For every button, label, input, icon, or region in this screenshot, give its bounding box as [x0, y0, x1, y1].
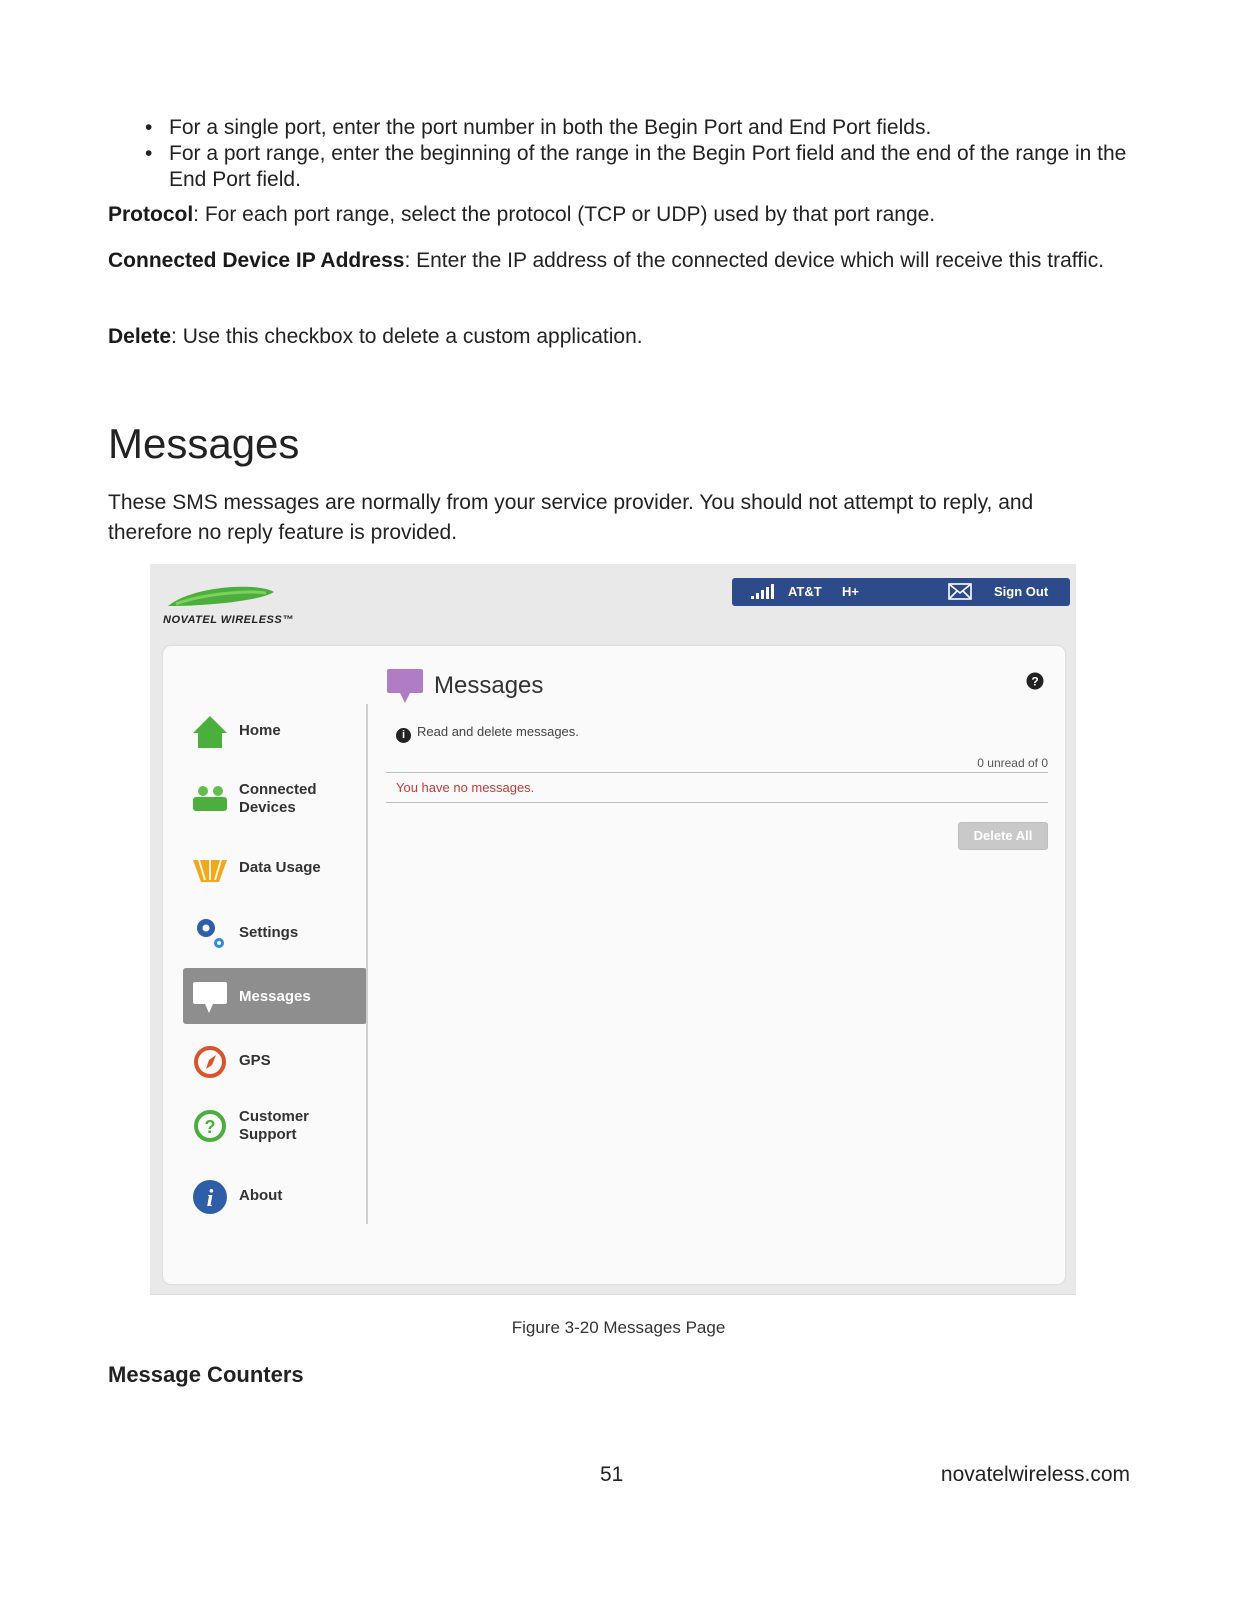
sidebar-item-label: Data Usage	[239, 859, 321, 876]
sidebar-item-label: Settings	[239, 924, 299, 941]
sidebar-item-messages[interactable]	[183, 968, 367, 1024]
about-icon	[191, 1178, 229, 1216]
signal-strength-icon	[750, 584, 776, 600]
protocol-text: : For each port range, select the protocol (TCP or UDP) used by that port range.	[193, 203, 936, 226]
connected-ip-text: : Enter the IP address of the connected device which will receive this traffic.	[404, 249, 1105, 272]
sidebar-nav	[163, 646, 368, 1284]
connected-ip-term: Connected Device IP Address	[108, 249, 405, 272]
info-text: Read and delete messages.	[417, 724, 579, 739]
sidebar-item-about[interactable]	[183, 1168, 367, 1224]
network-type-label: H+	[842, 584, 859, 599]
info-icon: i	[396, 728, 411, 743]
delete-term: Delete	[108, 325, 172, 348]
protocol-paragraph	[108, 200, 1118, 230]
sign-out-button[interactable]: Sign Out	[994, 584, 1049, 599]
customer-support-icon	[191, 1109, 229, 1147]
sidebar-item-customer-support[interactable]	[183, 1099, 367, 1155]
messages-content	[386, 646, 1048, 1284]
sidebar-item-label: Customer Support	[239, 1108, 310, 1143]
sidebar-item-label: About	[239, 1187, 283, 1204]
page-title: Messages	[434, 672, 544, 699]
help-icon[interactable]	[1026, 672, 1044, 690]
messages-title-icon	[386, 668, 424, 704]
empty-messages-text: You have no messages.	[396, 780, 535, 795]
info-line	[396, 724, 579, 743]
delete-paragraph	[108, 322, 1118, 352]
svg-text:?: ?	[204, 1117, 216, 1137]
sidebar-item-label: Connected Devices	[239, 781, 317, 816]
website-footer: novatelwireless.com	[940, 1463, 1130, 1486]
logo-text: NOVATEL WIRELESS™	[163, 614, 294, 626]
divider	[386, 772, 1048, 773]
sidebar-divider	[366, 704, 368, 1224]
sidebar-item-label: Home	[239, 722, 281, 739]
subheading: Message Counters	[108, 1362, 304, 1387]
messages-icon	[191, 978, 229, 1016]
settings-icon	[191, 914, 229, 952]
status-bar	[732, 578, 1070, 606]
data-usage-icon	[191, 850, 229, 888]
sidebar-item-label: GPS	[239, 1052, 271, 1069]
mail-icon[interactable]	[948, 583, 972, 600]
connected-ip-paragraph	[108, 246, 1118, 276]
sidebar-item-settings[interactable]	[183, 904, 367, 960]
messages-screenshot	[150, 564, 1076, 1295]
bullet-list	[145, 115, 1135, 193]
sidebar-item-label: Messages	[239, 988, 311, 1005]
bullet-item: • For a single port, enter the port number in both the Begin Port and End Port fields.	[145, 115, 1135, 141]
page-number: 51	[600, 1463, 624, 1486]
sidebar-item-gps[interactable]	[183, 1032, 367, 1088]
sidebar-item-data-usage[interactable]	[183, 840, 367, 896]
gps-icon	[191, 1042, 229, 1080]
svg-text:?: ?	[1031, 674, 1039, 689]
divider	[386, 802, 1048, 803]
bullet-item: • For a port range, enter the beginning of the range in the Begin Port field and the end of the range in the End Port field.	[145, 141, 1135, 193]
sidebar-item-connected-devices[interactable]	[183, 770, 367, 826]
protocol-term: Protocol	[108, 203, 194, 226]
home-icon	[191, 713, 229, 751]
connected-devices-icon	[191, 780, 229, 818]
svg-text:i: i	[206, 1186, 214, 1212]
unread-counter: 0 unread of 0	[977, 756, 1048, 770]
figure-caption: Figure 3-20 Messages Page	[511, 1318, 726, 1337]
delete-all-button[interactable]: Delete All	[958, 822, 1048, 850]
intro-paragraph: These SMS messages are normally from your service provider. You should not attempt to reply, and therefore no reply feature is provided.	[108, 491, 1034, 544]
main-panel	[163, 646, 1065, 1284]
sidebar-item-home[interactable]	[183, 703, 367, 759]
delete-text: : Use this checkbox to delete a custom application.	[171, 325, 643, 348]
carrier-label: AT&T	[788, 584, 822, 599]
section-title: Messages	[108, 420, 300, 467]
